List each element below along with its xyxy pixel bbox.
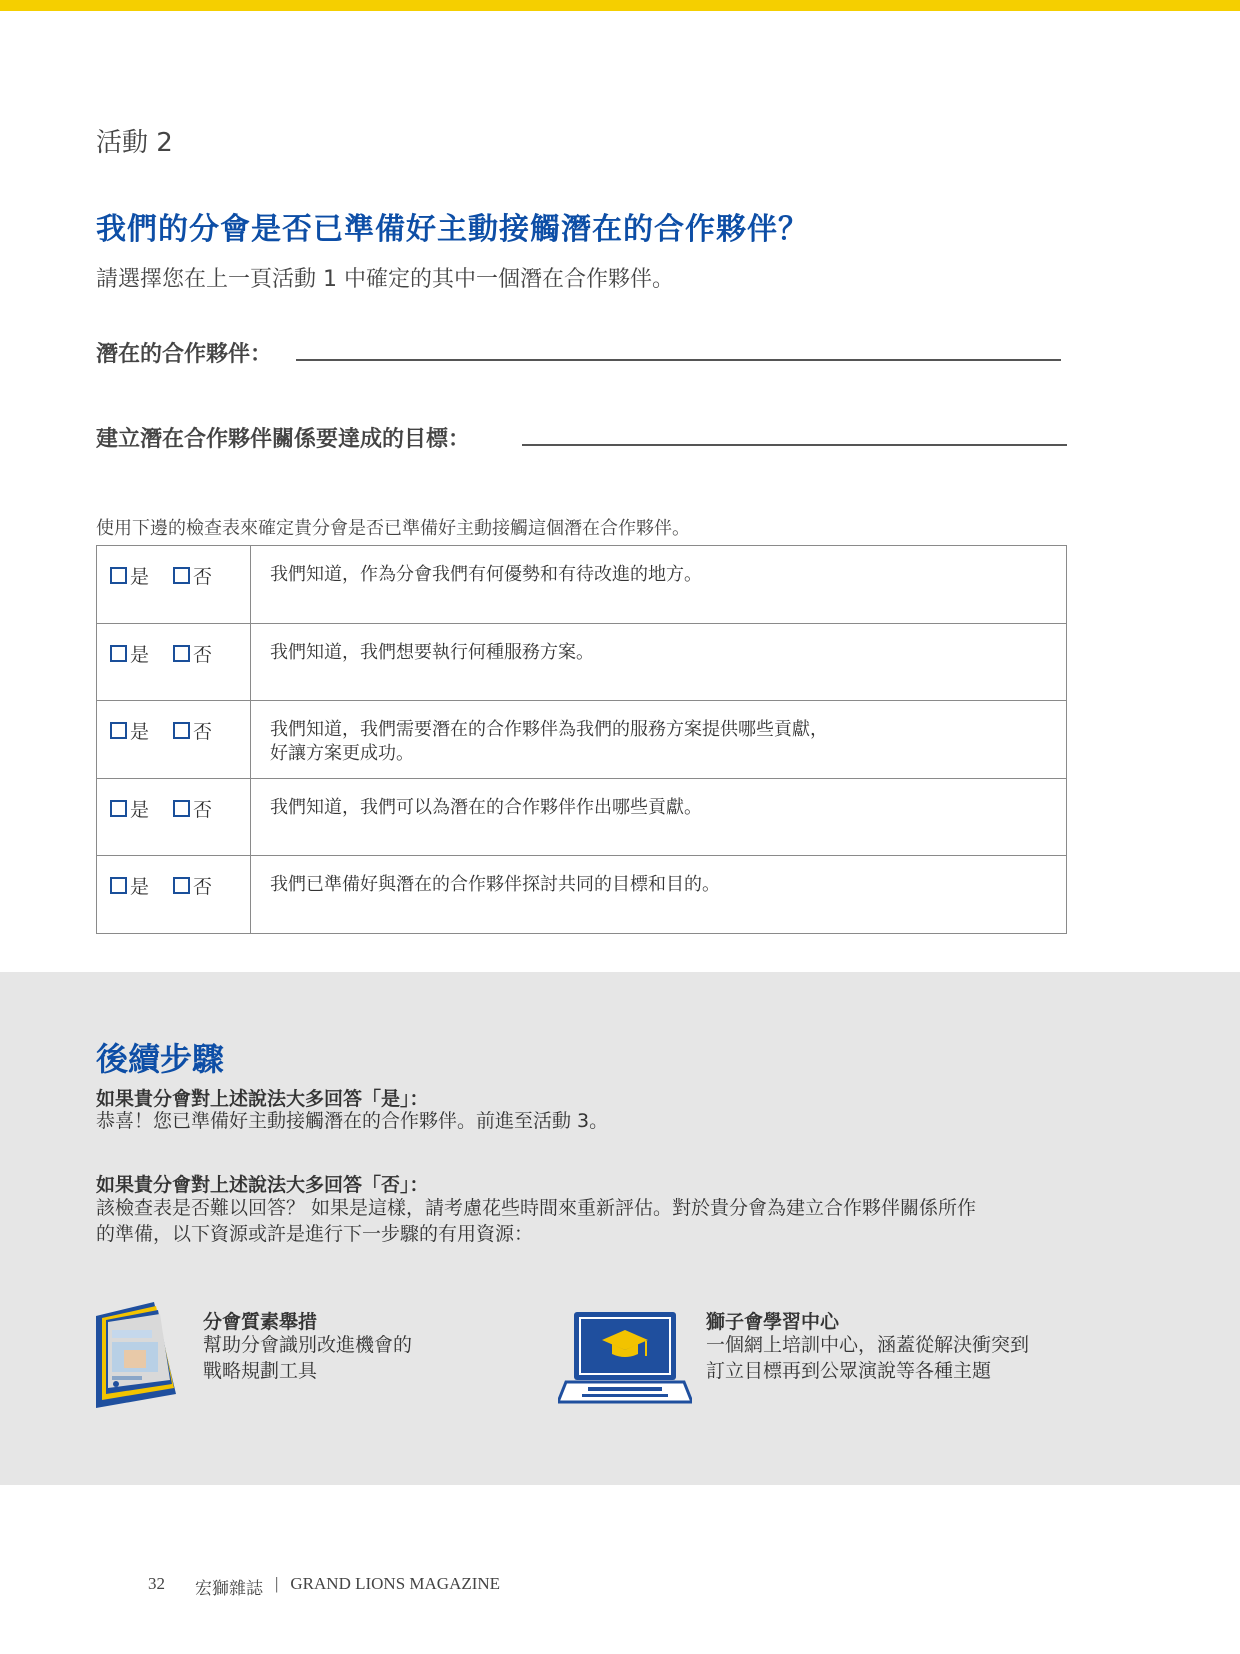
- goal-field-label: 建立潛在合作夥伴關係要達成的目標：: [96, 427, 471, 452]
- activity-label: 活動 2: [96, 128, 173, 158]
- yes-option[interactable]: [110, 795, 149, 822]
- statement-cell: [251, 623, 1067, 701]
- goal-field-line[interactable]: [522, 444, 1067, 446]
- statement-text: 我們知道，作為分會我們有何優勢和有待改進的地方。: [270, 564, 702, 585]
- statement-cell: [251, 701, 1067, 779]
- yes-text: 恭喜！您已準備好主動接觸潛在的合作夥伴。前進至活動 3。: [96, 1110, 609, 1132]
- statement-cell: [251, 778, 1067, 856]
- checklist-row: [97, 623, 1067, 701]
- resource-desc-line: 訂立目標再到公眾演說等各種主題: [706, 1360, 992, 1382]
- yes-label: 是: [130, 643, 150, 666]
- booklet-icon[interactable]: [94, 1300, 180, 1414]
- yes-checkbox[interactable]: [110, 567, 127, 584]
- yes-checkbox[interactable]: [110, 877, 127, 894]
- statement-text: 我們知道，我們想要執行何種服務方案。: [270, 641, 594, 663]
- top-accent-bar: [0, 0, 1240, 11]
- choice-cell: [97, 778, 251, 856]
- no-option[interactable]: [173, 640, 212, 667]
- statement-text-continued: 好讓方案更成功。: [270, 743, 414, 765]
- choice-cell: [97, 623, 251, 701]
- checklist-row: [97, 856, 1067, 934]
- choice-cell: [97, 701, 251, 779]
- resource-title[interactable]: 獅子會學習中心: [706, 1311, 840, 1333]
- laptop-graduation-icon[interactable]: [558, 1310, 692, 1410]
- yes-option[interactable]: [110, 717, 149, 744]
- no-label: 否: [193, 876, 213, 899]
- no-checkbox[interactable]: [173, 800, 190, 817]
- choice-cell: [97, 546, 251, 624]
- yes-heading: 如果貴分會對上述說法大多回答「是」：: [96, 1088, 429, 1110]
- resource-desc-line: 戰略規劃工具: [203, 1360, 318, 1382]
- checklist-row: [97, 546, 1067, 624]
- no-text-line: 該檢查表是否難以回答？ 如果是這樣，請考慮花些時間來重新評估。對於貴分會為建立合作夥伴關係所作: [96, 1197, 977, 1219]
- no-label: 否: [193, 721, 213, 744]
- resource-desc-line: 一個網上培訓中心，涵蓋從解決衝突到: [706, 1334, 1030, 1356]
- resource-desc: [706, 1332, 1066, 1384]
- no-option[interactable]: [173, 717, 212, 744]
- yes-checkbox[interactable]: [110, 645, 127, 662]
- resource-desc-line: 幫助分會識別改進機會的: [203, 1334, 413, 1356]
- checklist-row: [97, 701, 1067, 779]
- readiness-checklist: [96, 545, 1067, 934]
- no-option[interactable]: [173, 562, 212, 589]
- yes-label: 是: [130, 721, 150, 744]
- no-text: [96, 1195, 1076, 1247]
- yes-label: 是: [130, 798, 150, 821]
- no-text-line: 的準備，以下資源或許是進行下一步驟的有用資源：: [96, 1223, 534, 1245]
- no-label: 否: [193, 566, 213, 588]
- no-option[interactable]: [173, 795, 212, 822]
- yes-option[interactable]: [110, 640, 149, 667]
- page-title: 我們的分會是否已準備好主動接觸潛在的合作夥伴？: [96, 212, 809, 247]
- partner-field-line[interactable]: [296, 359, 1061, 361]
- no-checkbox[interactable]: [173, 877, 190, 894]
- yes-checkbox[interactable]: [110, 800, 127, 817]
- statement-cell: [251, 546, 1067, 624]
- no-label: 否: [193, 643, 213, 666]
- statement-text: 我們知道，我們需要潛在的合作夥伴為我們的服務方案提供哪些貢獻，: [270, 719, 828, 741]
- checklist-intro: 使用下邊的檢查表來確定貴分會是否已準備好主動接觸這個潛在合作夥伴。: [96, 518, 690, 539]
- resource-title[interactable]: 分會質素舉措: [203, 1311, 318, 1333]
- no-heading: 如果貴分會對上述說法大多回答「否」：: [96, 1174, 429, 1196]
- page-number: 32: [148, 1574, 165, 1593]
- no-checkbox[interactable]: [173, 567, 190, 584]
- statement-cell: [251, 856, 1067, 934]
- magazine-name-en: GRAND LIONS MAGAZINE: [290, 1574, 501, 1593]
- no-checkbox[interactable]: [173, 722, 190, 739]
- yes-label: 是: [130, 566, 150, 588]
- no-option[interactable]: [173, 872, 212, 899]
- next-steps-title: 後續步驟: [96, 1040, 225, 1078]
- yes-option[interactable]: [110, 872, 149, 899]
- yes-option[interactable]: [110, 562, 149, 589]
- statement-text: 我們知道，我們可以為潛在的合作夥伴作出哪些貢獻。: [270, 796, 702, 818]
- no-label: 否: [193, 798, 213, 821]
- resource-desc: [203, 1332, 563, 1384]
- page-footer: [148, 1574, 512, 1599]
- statement-text: 我們已準備好與潛在的合作夥伴探討共同的目標和目的。: [270, 874, 720, 896]
- no-checkbox[interactable]: [173, 645, 190, 662]
- choice-cell: [97, 856, 251, 934]
- yes-label: 是: [130, 876, 150, 899]
- partner-field-label: 潛在的合作夥伴：: [96, 342, 273, 367]
- magazine-name-cn: 宏獅雜誌: [195, 1579, 263, 1598]
- checklist-row: [97, 778, 1067, 856]
- footer-separator: |: [275, 1574, 279, 1593]
- yes-checkbox[interactable]: [110, 722, 127, 739]
- intro-text: 請選擇您在上一頁活動 1 中確定的其中一個潛在合作夥伴。: [96, 267, 674, 292]
